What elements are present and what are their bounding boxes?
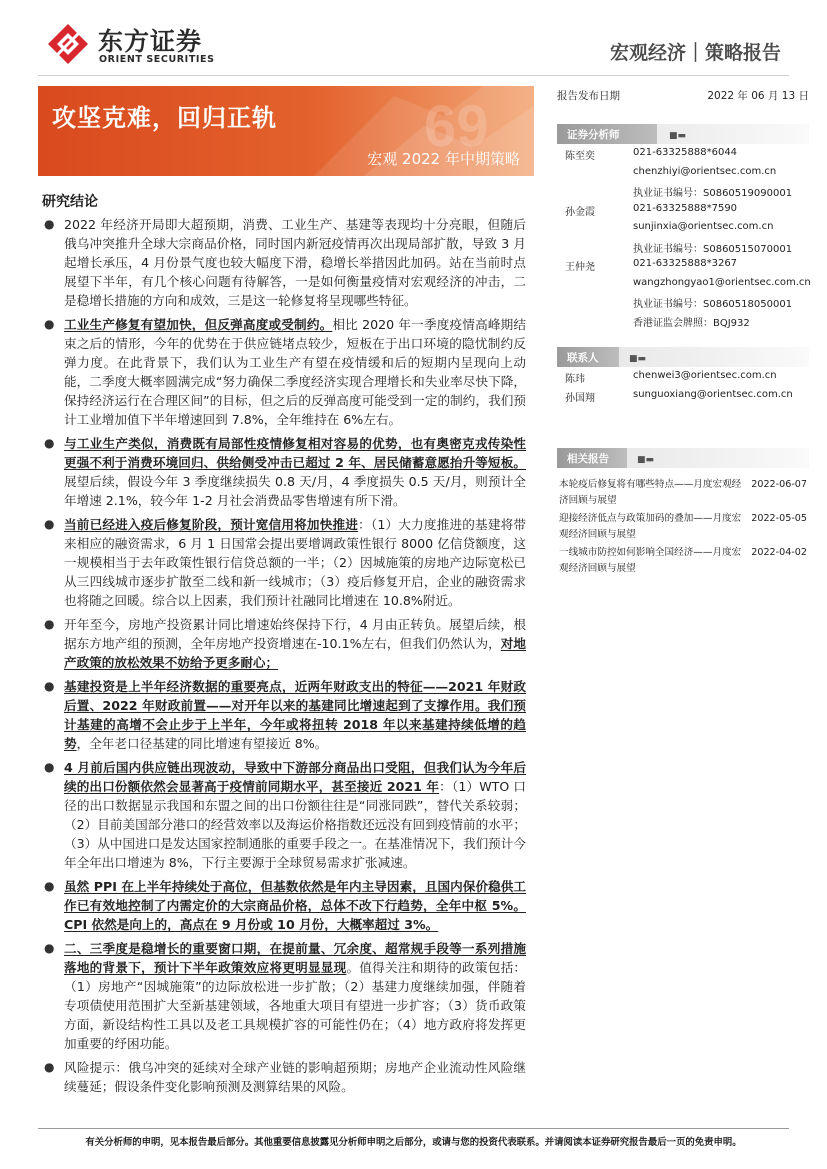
analyst-email[interactable]: sunjinxia@orientsec.com.cn	[633, 221, 774, 232]
analyst-email[interactable]: wangzhongyao1@orientsec.com.cn	[633, 276, 811, 288]
header-divider	[38, 75, 789, 76]
related-header	[557, 448, 809, 468]
report-subtitle: 宏观 2022 年中期策略	[367, 150, 520, 168]
analysts-header	[557, 124, 809, 144]
conclusion-item: ● 当前已经进入疫后修复阶段，预计宽信用将加快推进：（1）大力度推进的基建将带来相应的融资需求，6 月 1 日国常会提出要增调政策性银行 8000 亿信贷额度，这一规模相当于去年政策性银行信贷总额的一半；（2）因城施策的房地产边际宽松已从三四线城市逐步扩散至二线和新一线城市；（3）疫后修复开启，企业的融资需求也将随之回暖。综合以上因素，我们预计社融同比增速在 10.8%附近。	[44, 517, 527, 608]
analyst-row: 孙金霞 021-63325888*7590	[565, 202, 738, 218]
conclusion-item: ● 开年至今，房地产投资累计同比增速始终保持下行，4 月由正转负。展望后续，根据东方地产组的预测，全年房地产投资增速在-10.1%左右，但我们仍然认为，对地产政策的放松效果不妨给予更多耐心；	[44, 617, 526, 670]
bullet-icon: ●	[44, 436, 55, 450]
bullet-icon: ●	[44, 317, 55, 331]
conclusion-item: ● 基建投资是上半年经济数据的重要亮点，近两年财政支出的特征——2021 年财政后置、2022 年财政前置——对开年以来的基建同比增速起到了支撑作用。我们预计基建的高增不会止步于上半年，今年或将扭转 2018 年以来基建持续低增的趋势，全年老口径基建的同比增速有望接近 8%。	[44, 679, 526, 751]
analysts-title: 证券分析师	[567, 129, 620, 141]
contact-row: 陈玮 chenwei3@orientsec.com.cn	[565, 370, 777, 385]
header-tag-icon: ■▬	[629, 354, 647, 364]
publish-date: 2022 年 06 月 13 日	[707, 90, 809, 102]
report-title: 攻坚克难，回归正轨	[52, 104, 277, 132]
analyst-row: 香港证监会牌照：BQJ932	[633, 317, 750, 329]
contacts-header	[557, 347, 809, 367]
bullet-icon: ●	[44, 1060, 55, 1074]
related-report-item[interactable]: 一线城市防控如何影响全国经济——月度宏观经济回顾与展望 2022-04-02	[559, 547, 807, 574]
contacts-title: 联系人	[567, 352, 599, 364]
header-tag-icon: ■▬	[637, 455, 655, 465]
analyst-row	[557, 218, 809, 237]
section-title: 研究结论	[42, 194, 98, 210]
related-report-item[interactable]: 迎接经济低点与政策加码的叠加——月度宏观经济回顾与展望 2022-05-05	[559, 513, 807, 540]
analyst-row: 执业证书编号：S0860519090001	[633, 188, 793, 199]
orient-securities-logo-icon	[46, 22, 90, 66]
publish-date-row	[557, 86, 809, 106]
contact-list	[557, 367, 809, 404]
related-reports	[557, 476, 809, 578]
contact-email[interactable]: chenwei3@orientsec.com.cn	[633, 370, 777, 381]
bullet-icon: ●	[44, 217, 55, 231]
conclusion-item: ● 2022 年经济开局即大超预期，消费、工业生产、基建等表现均十分亮眼，但随后俄乌冲突推升全球大宗商品价格，同时国内新冠疫情再次出现局部扩散，导致 3 月起增长承压，4 月份景气度也较大幅度下滑，稳增长举措因此加码。站在当前时点展望下半年，有几个核心问题有待解答，一是如何衡量疫情对宏观经济的冲击，二是稳增长措施的方向和成效，三是这一轮修复将呈现哪些特征。	[44, 217, 526, 308]
related-title: 相关报告	[567, 453, 609, 465]
title-banner	[38, 86, 534, 176]
bullet-icon: ●	[44, 617, 55, 631]
analyst-row	[557, 274, 809, 293]
research-conclusions	[42, 215, 526, 1101]
contact-row: 孙国翔 sunguoxiang@orientsec.com.cn	[565, 388, 793, 404]
analyst-row	[557, 163, 809, 182]
header-tag-icon: ■▬	[669, 131, 687, 141]
conclusion-item: ● 4 月前后国内供应链出现波动，导致中下游部分商品出口受阻，但我们认为今年后续的出口份额依然会显著高于疫情前同期水平，甚至接近 2021 年：（1）WTO 口径的出口数据显示我国和东盟之间的出口份额往往是“同涨同跌”，替代关系较弱；（2）目前美国部分港口的经营效率以及海运价格指数还远没有回到疫情前的水平；（3）从中国进口是发达国家控制通胀的重要手段之一。在基准情况下，我们预计今年全年出口增速为 8%，下行主要源于全球贸易需求扩张减速。	[44, 760, 526, 870]
footer-disclaimer: 有关分析师的申明，见本报告最后部分。其他重要信息披露见分析师申明之后部分，或请与您的投资代表联系。并请阅读本证券研究报告最后一页的免责申明。	[85, 1137, 742, 1148]
report-type-label: 宏观经济｜策略报告	[609, 42, 781, 64]
analyst-list	[557, 144, 809, 329]
bullet-icon: ●	[44, 517, 55, 531]
contact-email[interactable]: sunguoxiang@orientsec.com.cn	[633, 388, 793, 400]
footer-divider	[38, 1128, 789, 1129]
analyst-row: 执业证书编号：S0860515070001	[633, 243, 793, 255]
analyst-row: 王仲尧 021-63325888*3267	[565, 258, 738, 273]
conclusion-item: ● 虽然 PPI 在上半年持续处于高位，但基数依然是年内主导因素，且国内保价稳供工作已有效地控制了内需定价的大宗商品价格，总体不改下行趋势，全年中枢 5%。CPI 依然是向上的，高点在 9 月份或 10 月份，大概率超过 3%。	[44, 879, 526, 932]
logo-chinese-name: 东方证券	[98, 27, 203, 56]
risk-warning: ● 风险提示：俄乌冲突的延续对全球产业链的影响超预期；房地产企业流动性风险继续蔓延；假设条件变化影响预测及测算结果的风险。	[44, 1060, 526, 1094]
analyst-row: 执业证书编号：S0860518050001	[633, 299, 793, 310]
related-report-item[interactable]: 本轮疫后修复将有哪些特点——月度宏观经济回顾与展望 2022-06-07	[559, 479, 807, 506]
bullet-icon: ●	[44, 760, 55, 774]
svg-text:69: 69	[424, 94, 489, 159]
publish-date-label: 报告发布日期	[557, 90, 620, 102]
bullet-icon: ●	[44, 679, 55, 693]
company-logo	[46, 20, 246, 70]
logo-english-name: ORIENT SECURITIES	[99, 54, 215, 65]
sidebar	[557, 86, 809, 578]
analyst-row: 陈至奕 021-63325888*6044	[565, 147, 738, 162]
conclusion-item: ● 二、三季度是稳增长的重要窗口期，在提前量、冗余度、超常规手段等一系列措施落地的背景下，预计下半年政策效应将更明显显现。值得关注和期待的政策包括：（1）房地产“因城施策”的边际放松进一步扩散；（2）基建力度继续加强，伴随着专项债使用范围扩大至新基建领域，各地重大项目有望进一步扩容；（3）货币政策方面，新设结构性工具以及老工具规模扩容的可能性仍在；（4）地方政府将发挥更加重要的纾困功能。	[44, 941, 527, 1051]
bullet-icon: ●	[44, 879, 55, 893]
bullet-icon: ●	[44, 941, 55, 955]
conclusion-item: ● 工业生产修复有望加快，但反弹高度或受制约。相比 2020 年一季度疫情高峰期结束之后的情形，今年的优势在于供应链堵点较少，短板在于出口环境的隐忧制约反弹力度。在此背景下，我们认为工业生产有望在疫情缓和后的短期内呈现向上动能，二季度大概率圆满完成“努力确保二季度经济实现合理增长和失业率尽快下降，保持经济运行在合理区间”的目标，但之后的反弹高度可能受到一定的制约，我们预计工业增加值下半年增速回到 7.8%，全年维持在 6%左右。	[44, 317, 526, 427]
analyst-email[interactable]: chenzhiyi@orientsec.com.cn	[633, 165, 777, 177]
conclusion-item: ● 与工业生产类似，消费既有局部性疫情修复相对容易的优势，也有奥密克戎传染性更强不利于消费环境回归、供给侧受冲击已超过 2 年、居民储蓄意愿抬升等短板。展望后续，假设今年 3 季度继续损失 0.8 天/月，4 季度损失 0.5 天/月，则预计全年增速 2.1%，较今年 1-2 月社会消费品零售增速有所下滑。	[44, 436, 526, 508]
